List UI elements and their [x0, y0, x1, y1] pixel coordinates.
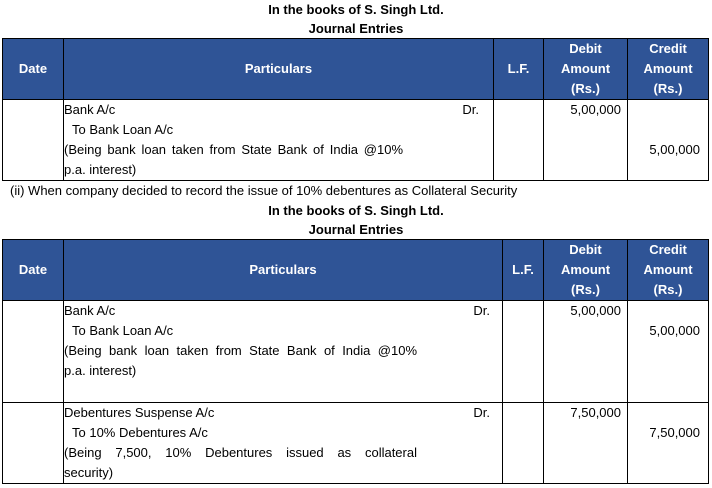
dr-label: Dr.: [473, 303, 490, 318]
col-date: Date: [3, 39, 64, 100]
header-row: [3, 39, 709, 100]
col-credit-line2: Amount: [643, 61, 693, 76]
particulars-cell: [64, 100, 494, 181]
debit-account: Bank A/c: [64, 303, 116, 318]
debit-account: Bank A/c: [64, 102, 116, 117]
col-debit-line1: Debit: [569, 41, 602, 56]
narration-line-2: p.a. interest): [64, 363, 137, 378]
table-row: [3, 403, 709, 484]
credit-amount-cell: [628, 301, 709, 403]
particulars-cell: [64, 403, 503, 484]
debit-amount: 5,00,000: [544, 100, 628, 181]
heading-2: [0, 201, 712, 239]
table-row: [3, 100, 709, 181]
col-credit-line1: Credit: [649, 41, 687, 56]
narration-line-2: security): [64, 465, 114, 480]
col-debit-line3: (Rs.): [571, 282, 600, 297]
col-particulars: Particulars: [64, 240, 503, 301]
narration-line-1: (Being 7,500, 10% Debentures issued as collateral: [64, 445, 417, 460]
col-debit: [544, 39, 628, 100]
date-cell: [3, 100, 64, 181]
debit-amount: 5,00,000: [544, 301, 628, 403]
credit-amount-cell: [628, 403, 709, 484]
credit-amount-cell: [628, 100, 709, 181]
date-cell: [3, 403, 64, 484]
lf-cell: [503, 403, 544, 484]
lf-cell: [503, 301, 544, 403]
narration-line-2: p.a. interest): [64, 162, 137, 177]
dr-label: Dr.: [462, 102, 479, 117]
col-credit-line3: (Rs.): [653, 81, 683, 96]
col-debit-line3: (Rs.): [571, 81, 600, 96]
col-debit-line2: Amount: [560, 61, 611, 76]
debit-amount: 7,50,000: [544, 403, 628, 484]
col-debit-line2: Amount: [560, 262, 611, 277]
credit-amount: 5,00,000: [649, 323, 700, 338]
debit-account: Debentures Suspense A/c: [64, 405, 215, 420]
header-row: [3, 240, 709, 301]
dr-label: Dr.: [473, 405, 490, 420]
credit-amount: 5,00,000: [649, 142, 700, 157]
col-credit-line3: (Rs.): [653, 282, 683, 297]
credit-account: To Bank Loan A/c: [72, 323, 174, 338]
col-lf: L.F.: [494, 39, 544, 100]
table-row: [3, 301, 709, 403]
col-particulars: Particulars: [64, 39, 494, 100]
col-credit: [628, 240, 709, 301]
particulars-cell: [64, 301, 503, 403]
note-text: (ii) When company decided to record the issue of 10% debentures as Collateral Security: [10, 183, 518, 198]
date-cell: [3, 301, 64, 403]
col-credit-line2: Amount: [643, 262, 693, 277]
company-name: In the books of S. Singh Ltd.: [268, 2, 444, 17]
col-lf: L.F.: [503, 240, 544, 301]
col-debit: [544, 240, 628, 301]
credit-account: To Bank Loan A/c: [72, 122, 174, 137]
narration-line-1: (Being bank loan taken from State Bank of India @10%: [64, 343, 417, 358]
company-name: In the books of S. Singh Ltd.: [268, 203, 444, 218]
narration-line-1: (Being bank loan taken from State Bank of India @10%: [64, 142, 403, 157]
credit-amount: 7,50,000: [649, 425, 700, 440]
lf-cell: [494, 100, 544, 181]
journal-title: Journal Entries: [308, 21, 404, 36]
col-credit: [628, 39, 709, 100]
col-credit-line1: Credit: [649, 242, 687, 257]
col-date: Date: [3, 240, 64, 301]
journal-title: Journal Entries: [308, 222, 404, 237]
credit-account: To 10% Debentures A/c: [72, 425, 208, 440]
journal-table-1: [2, 38, 709, 181]
journal-table-2: [2, 239, 709, 484]
heading-1: [0, 0, 712, 38]
col-debit-line1: Debit: [569, 242, 602, 257]
